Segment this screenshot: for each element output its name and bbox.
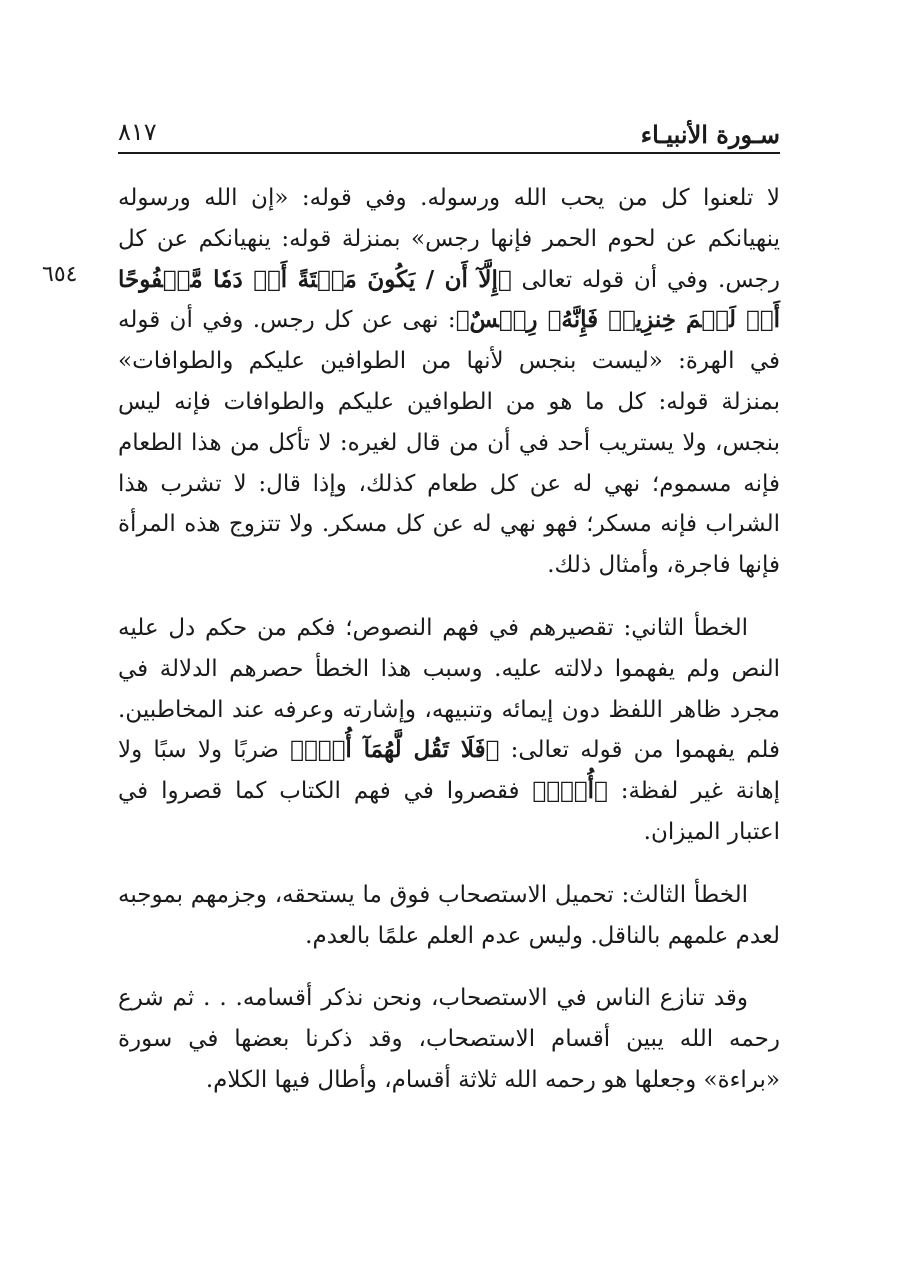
paragraph-3	[118, 875, 780, 957]
quran-verse: ﴿إِلَّآ أَن / يَكُونَ مَيۡتَةً أَوۡ دَمٗا مَّسۡفُوحًا أَوۡ لَحۡمَ خِنزِيرٖ فَإِنَّهُۥ رِجۡسٌ﴾	[118, 265, 781, 334]
paragraph-text: : نهى عن كل رجس. وفي أن قوله في الهرة: «ليست بنجس لأنها من الطوافين عليكم والطوافات» بمنزلة قوله: كل ما هو من الطوافين عليكم والطوافات فإنه ليس بنجس، ولا يستريب أحد في أن من قال لغيره: لا تأكل من هذا الطعام فإنه مسموم؛ نهي له عن كل طعام كذلك، وإذا قال: لا تشرب هذا الشراب فإنه مسكر؛ فهو نهي له عن كل مسكر. ولا تتزوج هذه المرأة فإنها فاجرة، وأمثال ذلك.	[118, 307, 780, 579]
paragraph-text: الخطأ الثاني: تقصيرهم في فهم النصوص؛ فكم من حكم دل عليه النص ولم يفهموا دلالته عليه. وسبب هذا الخطأ حصرهم الدلالة في مجرد ظاهر اللفظ دون إيمائه وتنبيهه، وإشارته وعرفه عند المخاطبين. فلم يفهموا من قوله تعالى:	[118, 614, 781, 764]
paragraph-4	[118, 978, 780, 1100]
quran-verse: ﴿فَلَا تَقُل لَّهُمَآ أُفّٖ﴾	[290, 736, 500, 764]
paragraph-1	[118, 178, 780, 586]
page-number: ٨١٧	[118, 118, 157, 146]
running-header	[118, 112, 780, 154]
paragraph-text: ضربًا ولا سبًا ولا إهانة غير لفظة:	[118, 737, 781, 805]
quran-verse: ﴿أُفّٖ﴾	[532, 777, 608, 805]
paragraph-text: وقد تنازع الناس في الاستصحاب، ونحن نذكر أقسامه. . . ثم شرع رحمه الله يبين أقسام الاستصحاب، وقد ذكرنا بعضها في سورة «براءة» وجعلها هو رحمه الله ثلاثة أقسام، وأطال فيها الكلام.	[118, 985, 780, 1093]
paragraph-2	[118, 608, 780, 853]
surah-title: سـورة الأنبيـاء	[640, 120, 780, 149]
paragraph-text: لا تلعنوا كل من يحب الله ورسوله. وفي قوله: «إن الله ورسوله ينهيانكم عن لحوم الحمر فإنها رجس» بمنزلة قوله: ينهيانكم عن كل رجس. وفي أن قوله تعالى	[118, 185, 780, 293]
margin-page-reference: ٦٥٤	[42, 262, 78, 287]
main-text	[118, 178, 780, 1101]
paragraph-text: فقصروا في فهم الكتاب كما قصروا في اعتبار الميزان.	[118, 778, 780, 845]
paragraph-text: الخطأ الثالث: تحميل الاستصحاب فوق ما يستحقه، وجزمهم بموجبه لعدم علمهم بالناقل. وليس عدم العلم علمًا بالعدم.	[118, 881, 780, 949]
